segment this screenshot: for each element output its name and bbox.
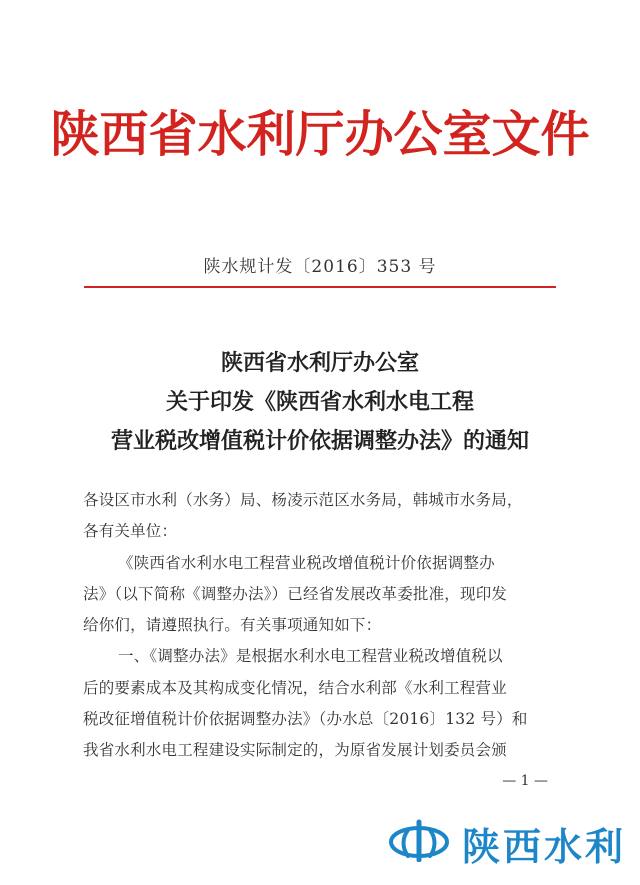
body-line: 各设区市水利（水务）局、杨凌示范区水务局，韩城市水务局， <box>83 491 523 509</box>
shaanxi-water-logo-icon <box>388 818 450 862</box>
notice-title-line-2: 关于印发《陕西省水利水电工程 <box>165 389 474 415</box>
body-line: 税改征增值税计价依据调整办法》（办水总〔2016〕132 号）和 <box>83 710 528 728</box>
body-line: 各有关单位： <box>83 522 178 540</box>
body-line: 给你们，请遵照执行。有关事项通知如下： <box>83 616 382 634</box>
body-line: 后的要素成本及其构成变化情况，结合水利部《水利工程营业 <box>83 679 507 697</box>
page-number: — 1 — <box>502 773 548 789</box>
body-line: 我省水利水电工程建设实际制定的，为原省发展计划委员会颁 <box>83 741 507 759</box>
red-divider <box>84 286 556 288</box>
body-line: 一、《调整办法》是根据水利水电工程营业税改增值税以 <box>118 647 503 665</box>
notice-title-line-3: 营业税改增值税计价依据调整办法》的通知 <box>110 428 529 454</box>
watermark-brand-text: 陕西水利 <box>462 825 627 869</box>
notice-title-line-1: 陕西省水利厅办公室 <box>220 350 419 376</box>
body-line: 法》（以下简称《调整办法》）已经省发展改革委批准，现印发 <box>83 585 508 603</box>
document-header-title: 陕西省水利厅办公室文件 <box>50 105 590 163</box>
body-line: 《陕西省水利水电工程营业税改增值税计价依据调整办 <box>118 554 495 572</box>
document-number: 陕水规计发〔2016〕353 号 <box>203 257 437 277</box>
